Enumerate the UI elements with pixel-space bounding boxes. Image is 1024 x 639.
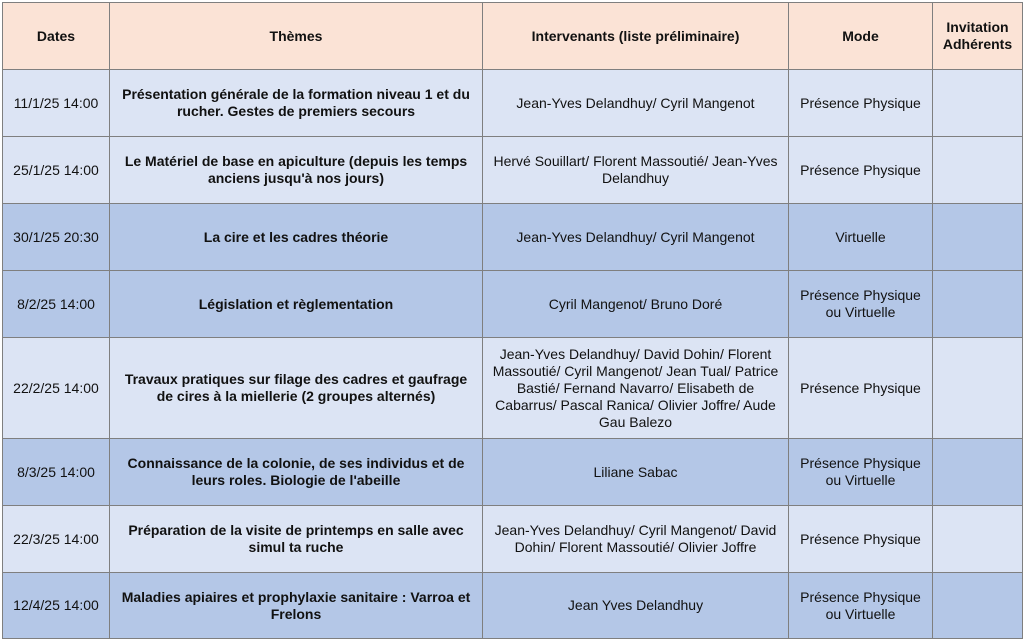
table-row — [3, 204, 1023, 271]
row-invitation[interactable] — [933, 573, 1023, 639]
table-row — [3, 70, 1023, 137]
schedule-table — [2, 2, 1023, 639]
table-row — [3, 573, 1023, 639]
row-date: 22/3/25 14:00 — [3, 506, 110, 573]
row-invitation[interactable] — [933, 271, 1023, 338]
table-row — [3, 271, 1023, 338]
row-theme: Préparation de la visite de printemps en salle avec simul ta ruche — [110, 506, 483, 573]
row-mode: Présence Physique — [789, 137, 933, 204]
row-invitation[interactable] — [933, 204, 1023, 271]
row-mode: Présence Physique ou Virtuelle — [789, 439, 933, 506]
row-theme: La cire et les cadres théorie — [110, 204, 483, 271]
row-theme: Le Matériel de base en apiculture (depuis les temps anciens jusqu'à nos jours) — [110, 137, 483, 204]
row-invitation[interactable] — [933, 506, 1023, 573]
row-speakers: Hervé Souillart/ Florent Massoutié/ Jean-Yves Delandhuy — [483, 137, 789, 204]
row-invitation[interactable] — [933, 70, 1023, 137]
row-theme: Maladies apiaires et prophylaxie sanitaire : Varroa et Frelons — [110, 573, 483, 639]
row-invitation[interactable] — [933, 439, 1023, 506]
row-date: 30/1/25 20:30 — [3, 204, 110, 271]
table-row — [3, 506, 1023, 573]
row-mode: Présence Physique ou Virtuelle — [789, 271, 933, 338]
row-theme: Présentation générale de la formation niveau 1 et du rucher. Gestes de premiers secours — [110, 70, 483, 137]
row-speakers: Jean-Yves Delandhuy/ Cyril Mangenot — [483, 70, 789, 137]
row-invitation[interactable] — [933, 338, 1023, 439]
table-row — [3, 137, 1023, 204]
table-row — [3, 338, 1023, 439]
row-mode: Présence Physique — [789, 338, 933, 439]
header-invitation — [933, 3, 1023, 70]
row-speakers: Liliane Sabac — [483, 439, 789, 506]
row-date: 12/4/25 14:00 — [3, 573, 110, 639]
row-date: 8/3/25 14:00 — [3, 439, 110, 506]
row-invitation[interactable] — [933, 137, 1023, 204]
row-speakers: Jean-Yves Delandhuy/ Cyril Mangenot/ David Dohin/ Florent Massoutié/ Olivier Joffre — [483, 506, 789, 573]
row-speakers: Jean Yves Delandhuy — [483, 573, 789, 639]
row-mode: Présence Physique — [789, 506, 933, 573]
row-speakers: Jean-Yves Delandhuy/ David Dohin/ Florent Massoutié/ Cyril Mangenot/ Jean Tual/ Patrice Bastié/ Fernand Navarro/ Elisabeth de Cabarrus/ Pascal Ranica/ Olivier Joffre/ Aude Gau Balezo — [483, 338, 789, 439]
row-speakers: Cyril Mangenot/ Bruno Doré — [483, 271, 789, 338]
header-row — [3, 3, 1023, 70]
header-invitation-line2: Adhérents — [942, 36, 1013, 52]
row-mode: Présence Physique ou Virtuelle — [789, 573, 933, 639]
row-date: 22/2/25 14:00 — [3, 338, 110, 439]
header-dates: Dates — [3, 3, 110, 70]
header-invitation-line1: Invitation — [946, 19, 1009, 35]
table-row — [3, 439, 1023, 506]
row-theme: Travaux pratiques sur filage des cadres et gaufrage de cires à la miellerie (2 groupes alternés) — [110, 338, 483, 439]
row-speakers: Jean-Yves Delandhuy/ Cyril Mangenot — [483, 204, 789, 271]
row-theme: Législation et règlementation — [110, 271, 483, 338]
row-mode: Présence Physique — [789, 70, 933, 137]
row-date: 25/1/25 14:00 — [3, 137, 110, 204]
row-theme: Connaissance de la colonie, de ses individus et de leurs roles. Biologie de l'abeille — [110, 439, 483, 506]
header-speakers: Intervenants (liste préliminaire) — [483, 3, 789, 70]
header-themes: Thèmes — [110, 3, 483, 70]
row-date: 11/1/25 14:00 — [3, 70, 110, 137]
row-date: 8/2/25 14:00 — [3, 271, 110, 338]
header-mode: Mode — [789, 3, 933, 70]
row-mode: Virtuelle — [789, 204, 933, 271]
